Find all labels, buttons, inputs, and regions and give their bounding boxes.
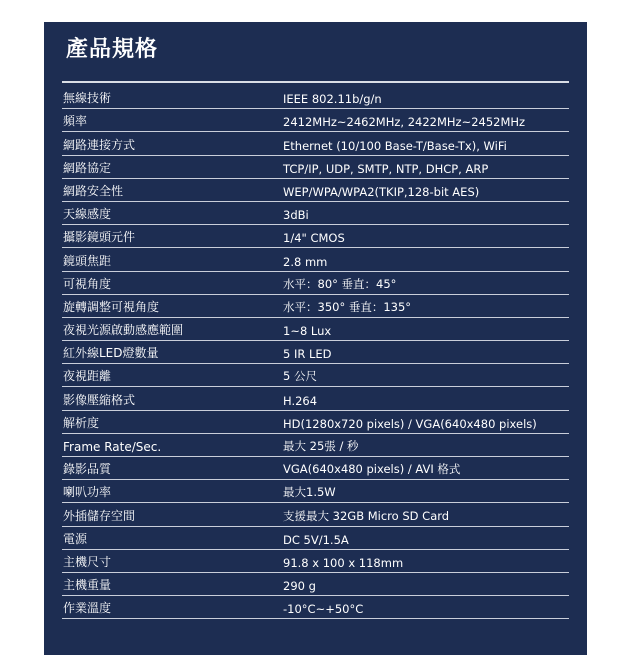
spec-label: 夜視光源啟動感應範圍: [63, 323, 184, 338]
title-divider: [62, 81, 569, 83]
spec-label: 喇叭功率: [63, 485, 112, 500]
spec-value: 1~8 Lux: [283, 324, 332, 339]
spec-panel: [44, 22, 587, 655]
spec-row: [62, 527, 569, 550]
spec-row: [62, 480, 569, 503]
spec-row: [62, 550, 569, 573]
spec-value: HD(1280x720 pixels) / VGA(640x480 pixels): [283, 416, 537, 431]
spec-row: [62, 156, 569, 179]
spec-row: [62, 295, 569, 318]
spec-value: 最大1.5W: [283, 485, 336, 500]
spec-label: 外插儲存空間: [63, 508, 136, 523]
spec-label: 網路連接方式: [63, 137, 136, 152]
spec-row: [62, 387, 569, 410]
spec-value: TCP/IP, UDP, SMTP, NTP, DHCP, ARP: [283, 161, 489, 176]
spec-label: 旋轉調整可視角度: [63, 299, 160, 314]
spec-value: -10°C~+50°C: [283, 602, 364, 617]
spec-label: 夜視距離: [63, 369, 112, 384]
spec-row: [62, 248, 569, 271]
spec-label: 主機尺寸: [63, 554, 112, 569]
spec-label: 紅外線LED燈數量: [63, 346, 159, 361]
spec-label: 天線感度: [63, 207, 112, 222]
spec-table: [62, 86, 569, 619]
spec-value: 3dBi: [283, 208, 309, 223]
spec-value: VGA(640x480 pixels) / AVI 格式: [283, 462, 461, 477]
spec-label: 網路安全性: [63, 183, 124, 198]
spec-row: [62, 411, 569, 434]
spec-row: [62, 225, 569, 248]
spec-row: [62, 132, 569, 155]
spec-value: DC 5V/1.5A: [283, 532, 349, 547]
spec-label: 電源: [63, 531, 88, 546]
spec-value: IEEE 802.11b/g/n: [283, 92, 382, 107]
spec-row: [62, 202, 569, 225]
spec-label: 影像壓縮格式: [63, 392, 136, 407]
spec-value: 最大 25張 / 秒: [283, 439, 359, 453]
spec-row: [62, 86, 569, 109]
spec-row: [62, 457, 569, 480]
spec-label: 錄影品質: [63, 462, 112, 477]
spec-row: [62, 434, 569, 457]
page-title: 產品規格: [66, 37, 159, 62]
spec-label: 網路協定: [63, 160, 112, 175]
spec-value: 290 g: [283, 579, 316, 594]
spec-value: 5 公尺: [283, 369, 317, 384]
spec-label: 可視角度: [63, 276, 112, 291]
spec-value: 水平：80° 垂直：45°: [283, 276, 397, 291]
spec-value: WEP/WPA/WPA2(TKIP,128-bit AES): [283, 184, 480, 199]
spec-label: 解析度: [63, 415, 100, 430]
spec-value: Ethernet (10/100 Base-T/Base-Tx), WiFi: [283, 138, 507, 153]
spec-label: 頻率: [63, 114, 88, 129]
spec-label: 攝影鏡頭元件: [63, 230, 136, 245]
spec-row: [62, 364, 569, 387]
spec-label: Frame Rate/Sec.: [63, 440, 162, 454]
spec-value: 2.8 mm: [283, 254, 328, 269]
spec-row: [62, 341, 569, 364]
spec-label: 鏡頭焦距: [63, 253, 112, 268]
spec-value: 5 IR LED: [283, 347, 332, 362]
spec-value: 支援最大 32GB Micro SD Card: [283, 508, 450, 523]
spec-row: [62, 503, 569, 526]
spec-value: 1/4" CMOS: [283, 231, 345, 246]
spec-label: 無線技術: [63, 91, 112, 106]
spec-row: [62, 596, 569, 619]
spec-label: 作業溫度: [63, 601, 112, 616]
spec-value: 91.8 x 100 x 118mm: [283, 555, 404, 570]
spec-row: [62, 179, 569, 202]
spec-label: 主機重量: [63, 578, 112, 593]
spec-value: H.264: [283, 393, 318, 408]
spec-row: [62, 573, 569, 596]
spec-row: [62, 272, 569, 295]
spec-row: [62, 109, 569, 132]
spec-value: 水平：350° 垂直：135°: [283, 299, 412, 314]
spec-value: 2412MHz~2462MHz, 2422MHz~2452MHz: [283, 115, 526, 130]
spec-row: [62, 318, 569, 341]
